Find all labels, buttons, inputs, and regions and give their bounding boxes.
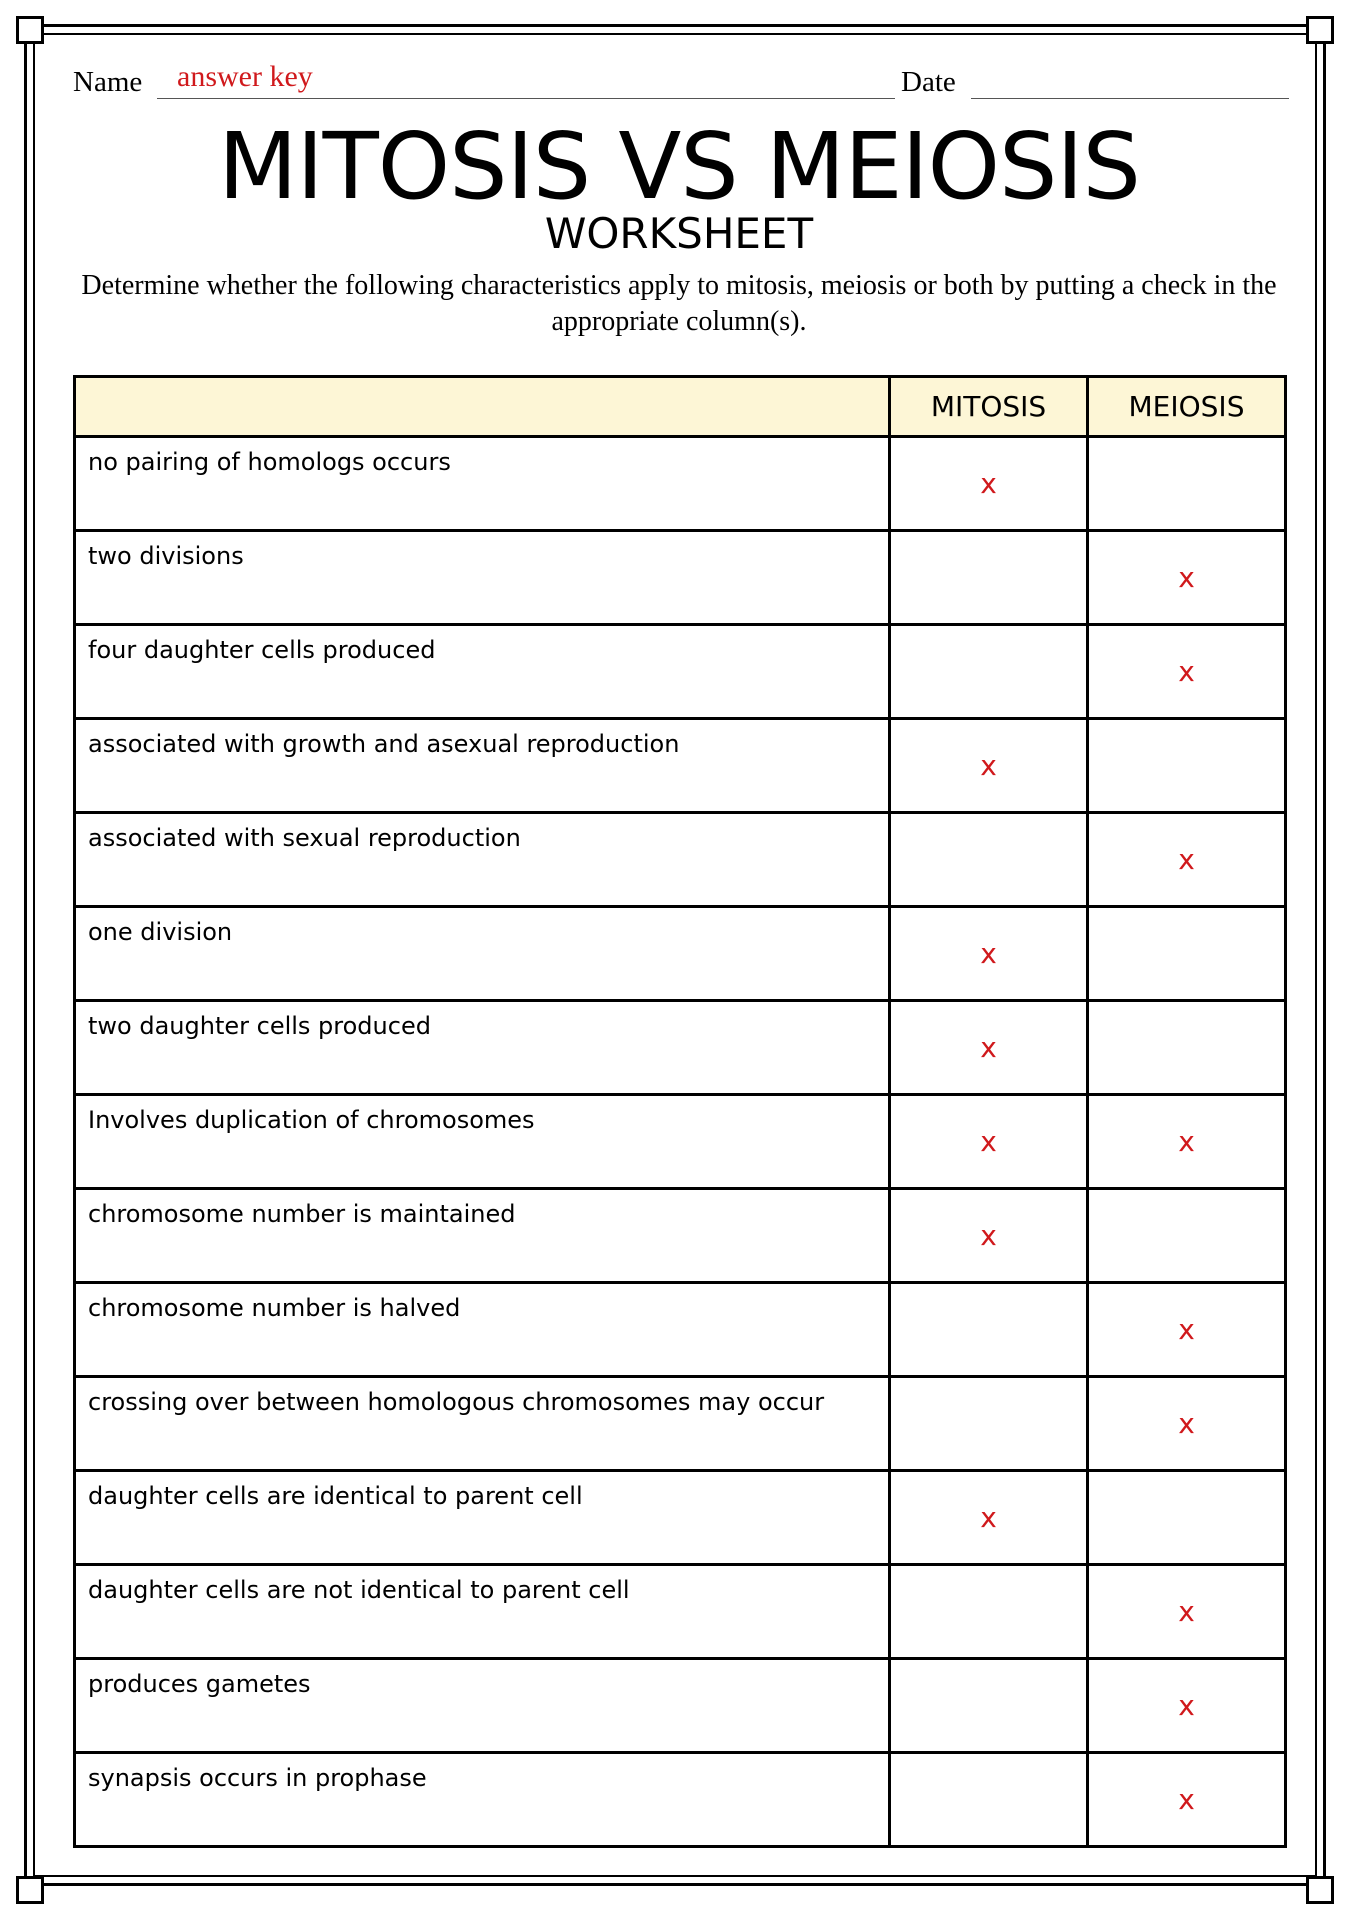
- column-header-mitosis: MITOSIS: [890, 377, 1088, 437]
- worksheet-title: MITOSIS VS MEIOSIS: [218, 113, 1140, 220]
- mitosis-check-cell[interactable]: x: [890, 1095, 1088, 1189]
- table-body: [75, 437, 1286, 1847]
- column-header-meiosis: MEIOSIS: [1088, 377, 1286, 437]
- name-date-row: [73, 62, 1289, 102]
- table-row: [75, 1095, 1286, 1189]
- table-row: [75, 1001, 1286, 1095]
- mitosis-check-cell[interactable]: x: [890, 1471, 1088, 1565]
- meiosis-check-cell[interactable]: x: [1088, 1753, 1286, 1847]
- table-row: [75, 1659, 1286, 1753]
- characteristic-cell: chromosome number is maintained: [75, 1189, 890, 1283]
- name-label: Name: [73, 66, 143, 98]
- table-row: [75, 1283, 1286, 1377]
- table-header-row: [75, 377, 1286, 437]
- instructions-text: Determine whether the following characteristics apply to mitosis, meiosis or both by putting a check in the appropriate column(s).: [81, 270, 1277, 337]
- characteristic-cell: associated with growth and asexual reproduction: [75, 719, 890, 813]
- characteristic-cell: no pairing of homologs occurs: [75, 437, 890, 531]
- mitosis-check-cell[interactable]: [890, 1283, 1088, 1377]
- meiosis-check-cell[interactable]: [1088, 907, 1286, 1001]
- mitosis-check-cell[interactable]: x: [890, 437, 1088, 531]
- mitosis-check-cell[interactable]: x: [890, 1189, 1088, 1283]
- meiosis-check-cell[interactable]: x: [1088, 1283, 1286, 1377]
- table-row: [75, 437, 1286, 531]
- mitosis-check-cell[interactable]: [890, 1659, 1088, 1753]
- meiosis-check-cell[interactable]: [1088, 1471, 1286, 1565]
- mitosis-check-cell[interactable]: [890, 1377, 1088, 1471]
- table-row: [75, 531, 1286, 625]
- worksheet-subtitle: WORKSHEET: [544, 209, 814, 258]
- table-row: [75, 907, 1286, 1001]
- mitosis-check-cell[interactable]: x: [890, 907, 1088, 1001]
- mitosis-check-cell[interactable]: [890, 1565, 1088, 1659]
- meiosis-check-cell[interactable]: x: [1088, 625, 1286, 719]
- name-value[interactable]: answer key: [177, 60, 313, 93]
- characteristic-cell: crossing over between homologous chromosomes may occur: [75, 1377, 890, 1471]
- date-label: Date: [901, 66, 956, 98]
- table-row: [75, 1377, 1286, 1471]
- frame-corner-bottom-left: [16, 1876, 44, 1904]
- characteristic-cell: two daughter cells produced: [75, 1001, 890, 1095]
- mitosis-check-cell[interactable]: [890, 813, 1088, 907]
- characteristic-cell: chromosome number is halved: [75, 1283, 890, 1377]
- table-row: [75, 1471, 1286, 1565]
- column-header-characteristic: [75, 377, 890, 437]
- characteristic-cell: daughter cells are identical to parent cell: [75, 1471, 890, 1565]
- characteristic-cell: associated with sexual reproduction: [75, 813, 890, 907]
- table-row: [75, 625, 1286, 719]
- table-row: [75, 719, 1286, 813]
- name-field-line[interactable]: [157, 98, 895, 99]
- meiosis-check-cell[interactable]: x: [1088, 1565, 1286, 1659]
- characteristic-cell: produces gametes: [75, 1659, 890, 1753]
- frame-corner-bottom-right: [1306, 1876, 1334, 1904]
- table-row: [75, 1565, 1286, 1659]
- mitosis-check-cell[interactable]: x: [890, 1001, 1088, 1095]
- meiosis-check-cell[interactable]: [1088, 1001, 1286, 1095]
- meiosis-check-cell[interactable]: x: [1088, 531, 1286, 625]
- mitosis-check-cell[interactable]: [890, 625, 1088, 719]
- table-row: [75, 1753, 1286, 1847]
- meiosis-check-cell[interactable]: [1088, 1189, 1286, 1283]
- meiosis-check-cell[interactable]: x: [1088, 1377, 1286, 1471]
- meiosis-check-cell[interactable]: x: [1088, 1095, 1286, 1189]
- characteristic-cell: two divisions: [75, 531, 890, 625]
- meiosis-check-cell[interactable]: x: [1088, 813, 1286, 907]
- meiosis-check-cell[interactable]: x: [1088, 1659, 1286, 1753]
- table-row: [75, 813, 1286, 907]
- characteristic-cell: four daughter cells produced: [75, 625, 890, 719]
- mitosis-check-cell[interactable]: [890, 531, 1088, 625]
- mitosis-check-cell[interactable]: [890, 1753, 1088, 1847]
- mitosis-check-cell[interactable]: x: [890, 719, 1088, 813]
- characteristic-cell: synapsis occurs in prophase: [75, 1753, 890, 1847]
- frame-corner-top-right: [1306, 16, 1334, 44]
- frame-corner-top-left: [16, 16, 44, 44]
- characteristic-cell: daughter cells are not identical to parent cell: [75, 1565, 890, 1659]
- characteristic-cell: one division: [75, 907, 890, 1001]
- characteristics-table: [73, 375, 1287, 1848]
- date-field-line[interactable]: [971, 98, 1289, 99]
- table-row: [75, 1189, 1286, 1283]
- meiosis-check-cell[interactable]: [1088, 437, 1286, 531]
- characteristic-cell: Involves duplication of chromosomes: [75, 1095, 890, 1189]
- meiosis-check-cell[interactable]: [1088, 719, 1286, 813]
